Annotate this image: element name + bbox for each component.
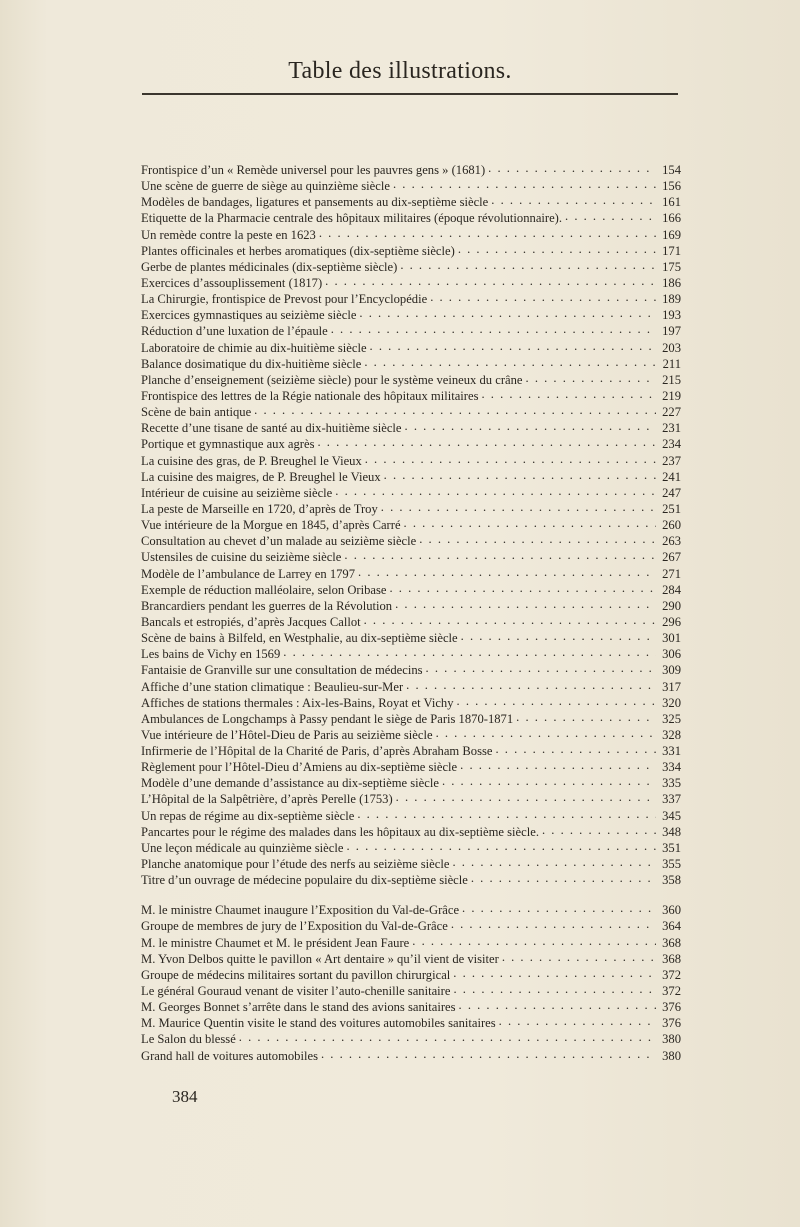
list-item [141,388,681,404]
page-ref: 331 [662,744,681,759]
illustration-title: La cuisine des maigres, de P. Breughel le Vieux [141,469,381,484]
dot-leader [390,582,657,594]
list-item [141,695,681,711]
illustration-title: Grand hall de voitures automobiles [141,1048,318,1063]
dot-leader [453,967,656,979]
page-ref: 227 [662,405,681,420]
list-item [141,210,681,226]
dot-leader [451,918,656,930]
illustration-title: Une leçon médicale au quinzième siècle [141,840,344,855]
illustration-title: Bancals et estropiés, d’après Jacques Callot [141,614,361,629]
dot-leader [488,162,656,174]
dot-leader [442,775,656,787]
list-item [141,679,681,695]
list-item [141,501,681,517]
dot-leader [283,646,656,658]
illustration-title: Le Salon du blessé [141,1032,236,1047]
illustration-title: M. le ministre Chaumet et M. le président Jean Faure [141,935,410,950]
dot-leader [335,485,656,497]
dot-leader [542,824,656,836]
illustration-title: Gerbe de plantes médicinales (dix-septième siècle) [141,259,398,274]
dot-leader [404,517,656,529]
illustration-title: Pancartes pour le régime des malades dans les hôpitaux au dix-septième siècle. [141,824,539,839]
page-ref: 267 [662,550,681,565]
page-title: Table des illustrations. [288,58,512,84]
list-item [141,420,681,436]
dot-leader [358,566,656,578]
list-item [141,436,681,452]
page-ref: 237 [662,453,681,468]
list-item [141,582,681,598]
dot-leader [526,372,656,384]
dot-leader [321,1048,656,1060]
list-item [141,951,681,967]
list-item [141,824,681,840]
page-ref: 334 [662,760,681,775]
illustration-title: Intérieur de cuisine au seizième siècle [141,485,333,500]
dot-leader [491,194,656,206]
dot-leader [364,614,656,626]
list-item [141,243,681,259]
list-item [141,918,681,934]
list-item [141,840,681,856]
dot-leader [471,872,656,884]
dot-leader [482,388,657,400]
page-ref: 251 [662,501,681,516]
page-ref: 301 [662,631,681,646]
page-ref: 380 [662,1048,681,1063]
dot-leader [565,210,656,222]
illustration-title: Une scène de guerre de siège au quinzième siècle [141,179,390,194]
page-ref: 376 [662,1016,681,1031]
list-item [141,630,681,646]
illustration-title: Etiquette de la Pharmacie centrale des hôpitaux militaires (époque révolutionnaire). [141,211,563,226]
list-item [141,902,681,918]
page-ref: 231 [662,421,681,436]
illustration-title: La peste de Marseille en 1720, d’après de Troy [141,501,378,516]
illustration-title: Règlement pour l’Hôtel-Dieu d’Amiens au dix-septième siècle [141,760,458,775]
list-item [141,404,681,420]
list-item [141,469,681,485]
page-ref: 368 [662,951,681,966]
dot-leader [419,533,656,545]
page-ref: 355 [662,857,681,872]
list-item [141,614,681,630]
illustration-title: M. Georges Bonnet s’arrête dans le stand des avions sanitaires [141,1000,456,1015]
dot-leader [405,420,656,432]
page-ref: 337 [662,792,681,807]
page-ref: 360 [662,903,681,918]
list-item [141,935,681,951]
page-ref: 380 [662,1032,681,1047]
page-ref: 372 [662,967,681,982]
page-ref: 320 [662,695,681,710]
page-ref: 161 [662,195,681,210]
list-item [141,1031,681,1047]
illustration-title: M. Yvon Delbos quitte le pavillon « Art dentaire » qu’il vient de visiter [141,951,499,966]
dot-leader [457,695,656,707]
dot-leader [400,259,656,271]
page-ref: 241 [662,469,681,484]
list-item [141,162,681,178]
illustration-title: Planche d’enseignement (seizième siècle) pour le système veineux du crâne [141,372,523,387]
page-ref: 368 [662,935,681,950]
illustration-title: Vue intérieure de la Morgue en 1845, d’après Carré [141,518,401,533]
illustration-title: Planche anatomique pour l’étude des nerfs au seizième siècle [141,857,450,872]
illustration-title: Affiche d’une station climatique : Beaulieu-sur-Mer [141,679,404,694]
page-ref: 271 [662,566,681,581]
page-ref: 309 [662,663,681,678]
illustration-title: Modèle de l’ambulance de Larrey en 1797 [141,566,356,581]
list-item [141,808,681,824]
dot-leader [325,275,656,287]
illustration-title: L’Hôpital de la Salpêtrière, d’après Perelle (1753) [141,792,393,807]
dot-leader [453,983,656,995]
illustration-title: Portique et gymnastique aux agrès [141,437,315,452]
list-item [141,549,681,565]
dot-leader [359,307,656,319]
list-item [141,340,681,356]
list-item [141,485,681,501]
list-item [141,227,681,243]
page-ref: 263 [662,534,681,549]
dot-leader [396,791,656,803]
page-ref: 358 [662,873,681,888]
list-item [141,517,681,533]
dot-leader [370,340,656,352]
title-rule [142,93,678,95]
page-ref: 328 [662,727,681,742]
dot-leader [460,759,656,771]
illustration-title: Titre d’un ouvrage de médecine populaire du dix-septième siècle [141,873,468,888]
dot-leader [502,951,656,963]
page-ref: 348 [662,824,681,839]
dot-leader [393,178,656,190]
dot-leader [462,902,656,914]
list-item [141,566,681,582]
page-ref: 372 [662,984,681,999]
dot-leader [436,727,656,739]
page-ref: 154 [662,163,681,177]
list-item [141,743,681,759]
list-item [141,872,681,888]
illustration-title: Un repas de régime au dix-septième siècle [141,808,355,823]
page-ref: 189 [662,292,681,307]
page-ref: 345 [662,808,681,823]
dot-leader [516,711,656,723]
dot-leader [319,227,656,239]
dot-leader [254,404,656,416]
list-item [141,323,681,339]
dot-leader [364,356,656,368]
page-ref: 211 [662,356,681,371]
page-ref: 175 [662,259,681,274]
list-item [141,727,681,743]
list-item [141,533,681,549]
page-ref: 171 [662,243,681,258]
illustration-title: M. le ministre Chaumet inaugure l’Exposition du Val-de-Grâce [141,903,460,918]
illustration-title: Un remède contre la peste en 1623 [141,227,316,242]
illustration-title: Frontispice des lettres de la Régie nationale des hôpitaux militaires [141,388,479,403]
illustration-title: Groupe de médecins militaires sortant du pavillon chirurgical [141,967,451,982]
page-ref: 186 [662,275,681,290]
illustration-title: La Chirurgie, frontispice de Prevost pour l’Encyclopédie [141,292,428,307]
page-ref: 193 [662,308,681,323]
page-ref: 219 [662,388,681,403]
list-item [141,983,681,999]
page-ref: 335 [662,776,681,791]
list-item [141,291,681,307]
list-item [141,178,681,194]
page-ref: 364 [662,919,681,934]
dot-leader [461,630,656,642]
page-ref: 234 [662,437,681,452]
illustration-title: Groupe de membres de jury de l’Exposition du Val-de-Grâce [141,919,448,934]
dot-leader [459,999,656,1011]
list-item [141,1015,681,1031]
page-ref: 325 [662,711,681,726]
section-gap [141,888,681,902]
illustration-title: Infirmerie de l’Hôpital de la Charité de Paris, d’après Abraham Bosse [141,744,493,759]
illustration-title: Balance dosimatique du dix-huitième siècle [141,356,362,371]
page-ref: 203 [662,340,681,355]
list-item [141,598,681,614]
dot-leader [458,243,656,255]
illustration-title: Ustensiles de cuisine du seizième siècle [141,550,342,565]
page-ref: 197 [662,324,681,339]
illustration-title: Modèle d’une demande d’assistance au dix-septième siècle [141,776,439,791]
page-number: 384 [172,1087,198,1106]
illustration-title: Scène de bains à Bilfeld, en Westphalie, au dix-septième siècle [141,631,458,646]
page-ref: 156 [662,179,681,194]
illustration-title: Vue intérieure de l’Hôtel-Dieu de Paris au seizième siècle [141,727,433,742]
list-item [141,259,681,275]
dot-leader [426,662,656,674]
illustration-title: Fantaisie de Granville sur une consultation de médecins [141,663,423,678]
illustration-title: Recette d’une tisane de santé au dix-huitième siècle [141,421,402,436]
illustration-title: Exercices d’assouplissement (1817) [141,275,323,290]
list-item [141,372,681,388]
dot-leader [430,291,656,303]
illustration-title: Consultation au chevet d’un malade au seizième siècle [141,534,417,549]
illustration-title: Les bains de Vichy en 1569 [141,647,281,662]
dot-leader [452,856,656,868]
illustration-title: La cuisine des gras, de P. Breughel le Vieux [141,453,362,468]
page-ref: 317 [662,679,681,694]
illustration-title: Affiches de stations thermales : Aix-les-Bains, Royat et Vichy [141,695,454,710]
illustration-title: Exemple de réduction malléolaire, selon Oribase [141,582,387,597]
illustration-title: Modèles de bandages, ligatures et pansements au dix-septième siècle [141,195,489,210]
list-item [141,194,681,210]
list-item [141,791,681,807]
illustration-title: Scène de bain antique [141,405,252,420]
dot-leader [365,453,656,465]
page-ref: 290 [662,598,681,613]
list-item [141,999,681,1015]
page-ref: 260 [662,518,681,533]
page-ref: 351 [662,840,681,855]
dot-leader [381,501,656,513]
illustration-title: Ambulances de Longchamps à Passy pendant le siège de Paris 1870-1871 [141,711,514,726]
page-ref: 306 [662,647,681,662]
dot-leader [344,549,656,561]
illustration-title: Exercices gymnastiques au seizième siècle [141,308,357,323]
list-item [141,711,681,727]
list-item [141,775,681,791]
dot-leader [239,1031,656,1043]
dot-leader [406,679,656,691]
illustration-title: Laboratoire de chimie au dix-huitième siècle [141,340,367,355]
list-item [141,856,681,872]
list-item [141,967,681,983]
dot-leader [395,598,656,610]
dot-leader [317,436,656,448]
dot-leader [495,743,656,755]
page-ref: 296 [662,614,681,629]
dot-leader [384,469,656,481]
page-ref: 166 [662,211,681,226]
illustration-title: Brancardiers pendant les guerres de la Révolution [141,598,393,613]
dot-leader [499,1015,656,1027]
list-item [141,662,681,678]
list-item [141,646,681,662]
illustration-title: Le général Gouraud venant de visiter l’auto-chenille sanitaire [141,984,451,999]
dot-leader [412,935,656,947]
list-item [141,275,681,291]
list-item [141,356,681,372]
illustration-title: Réduction d’une luxation de l’épaule [141,324,328,339]
list-item [141,759,681,775]
illustration-title: Plantes officinales et herbes aromatiques (dix-septième siècle) [141,243,455,258]
page-ref: 169 [662,227,681,242]
page-ref: 376 [662,1000,681,1015]
dot-leader [357,808,656,820]
page-ref: 284 [662,582,681,597]
page-ref: 215 [662,372,681,387]
illustration-title: Frontispice d’un « Remède universel pour les pauvres gens » (1681) [141,163,486,177]
list-item [141,453,681,469]
illustrations-list [141,162,681,1064]
dot-leader [331,323,656,335]
page-ref: 247 [662,485,681,500]
list-item [141,1048,681,1064]
illustration-title: M. Maurice Quentin visite le stand des voitures automobiles sanitaires [141,1016,496,1031]
list-item [141,307,681,323]
dot-leader [346,840,656,852]
